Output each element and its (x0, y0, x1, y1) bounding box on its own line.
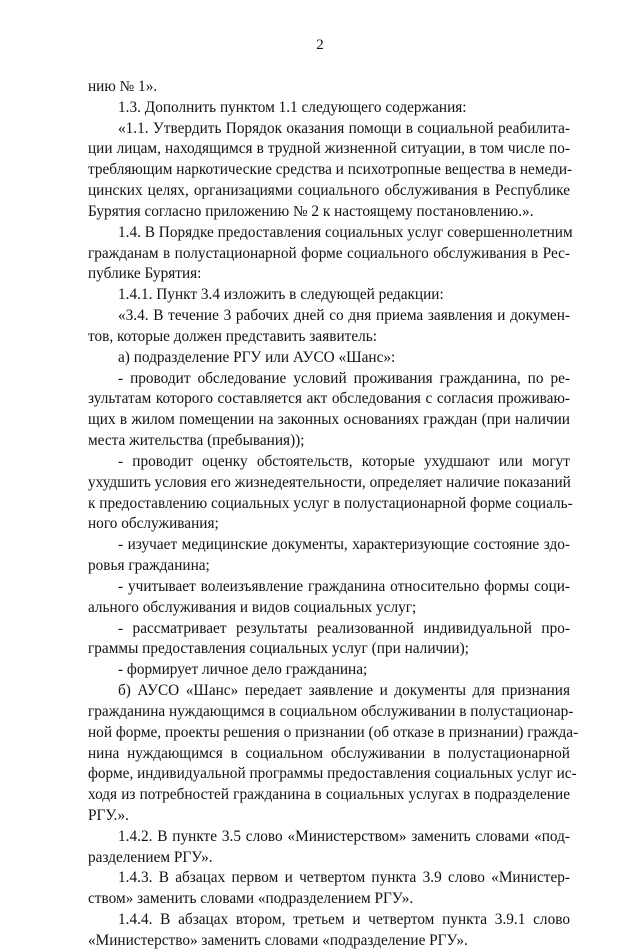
text-line: 1.4.4. В абзацах втором, третьем и четвертом пункта 3.9.1 слово (118, 911, 570, 929)
text-line: гражданам в полустационарной форме социального обслуживания в Рес- (88, 244, 570, 262)
text-line: - проводит обследование условий проживания гражданина, по ре- (118, 369, 570, 387)
text-line: ной форме, проекты решения о признании (об отказе в признании) гражда- (88, 723, 579, 741)
text-line: щих в жилом помещении на законных основаниях граждан (при наличии (88, 411, 570, 429)
text-line: цинских целях, организациями социального обслуживания в Республике (88, 182, 570, 200)
text-line: 1.4.1. Пункт 3.4 изложить в следующей редакции: (118, 286, 444, 304)
text-line: ного обслуживания; (88, 515, 219, 533)
text-line: - изучает медицинские документы, характеризующие состояние здо- (118, 536, 570, 554)
text-line: ального обслуживания и видов социальных услуг; (88, 598, 417, 616)
text-line: 1.4.2. В пункте 3.5 слово «Министерством» заменить словами «под- (118, 827, 570, 845)
text-line: 1.3. Дополнить пунктом 1.1 следующего содержания: (118, 98, 467, 116)
text-line: РГУ.». (88, 806, 129, 824)
text-line: публике Бурятия: (88, 265, 202, 283)
text-line: б) АУСО «Шанс» передает заявление и документы для признания (118, 682, 570, 700)
text-line: граммы предоставления социальных услуг (при наличии); (88, 640, 469, 658)
text-line: ством» заменить словами «подразделением РГУ». (88, 890, 414, 908)
text-line: требляющим наркотические средства и психотропные вещества в немеди- (88, 161, 573, 179)
text-line: - учитывает волеизъявление гражданина относительно формы соци- (118, 577, 570, 595)
text-line: ции лицам, находящимся в трудной жизненной ситуации, в том числе по- (88, 140, 570, 158)
text-line: нию № 1». (88, 78, 158, 95)
text-line: - формирует личное дело гражданина; (118, 661, 368, 679)
text-line: 1.4. В Порядке предоставления социальных услуг совершеннолетним (118, 223, 573, 241)
text-line: зультатам которого составляется акт обследования с согласия проживаю- (88, 390, 570, 408)
text-line: - проводит оценку обстоятельств, которые ухудшают или могут (118, 452, 570, 470)
text-line: ходя из потребностей гражданина в социальных услугах в подразделение (88, 786, 570, 804)
text-line: тов, которые должен представить заявитель: (88, 327, 377, 345)
text-line: ухудшить условия его жизнедеятельности, определяет наличие показаний (88, 473, 571, 491)
text-line: «1.1. Утвердить Порядок оказания помощи в социальной реабилита- (118, 119, 570, 137)
document-body (88, 77, 579, 952)
page-number: 2 (316, 37, 324, 53)
text-line: - рассматривает результаты реализованной индивидуальной про- (118, 619, 570, 637)
text-line: форме, индивидуальной программы предоставления социальных услуг ис- (88, 765, 577, 783)
text-line: разделением РГУ». (88, 848, 213, 866)
text-line: места жительства (пребывания)); (88, 432, 305, 450)
text-line: «Министерство» заменить словами «подразделение РГУ». (88, 931, 468, 949)
text-line: а) подразделение РГУ или АУСО «Шанс»: (118, 348, 396, 366)
text-line: гражданина нуждающимся в социальном обслуживании в полустационар- (88, 702, 574, 720)
text-line: «3.4. В течение 3 рабочих дней со дня приема заявления и докумен- (118, 307, 570, 325)
text-line: Бурятия согласно приложению № 2 к настоящему постановлению.». (88, 202, 534, 220)
text-line: ровья гражданина; (88, 557, 210, 575)
text-line: 1.4.3. В абзацах первом и четвертом пункта 3.9 слово «Министер- (118, 869, 570, 887)
text-line: нина нуждающимся в социальном обслуживании в полустационарной (88, 744, 570, 762)
text-line: к предоставлению социальных услуг в полустационарной форме социаль- (88, 494, 573, 512)
